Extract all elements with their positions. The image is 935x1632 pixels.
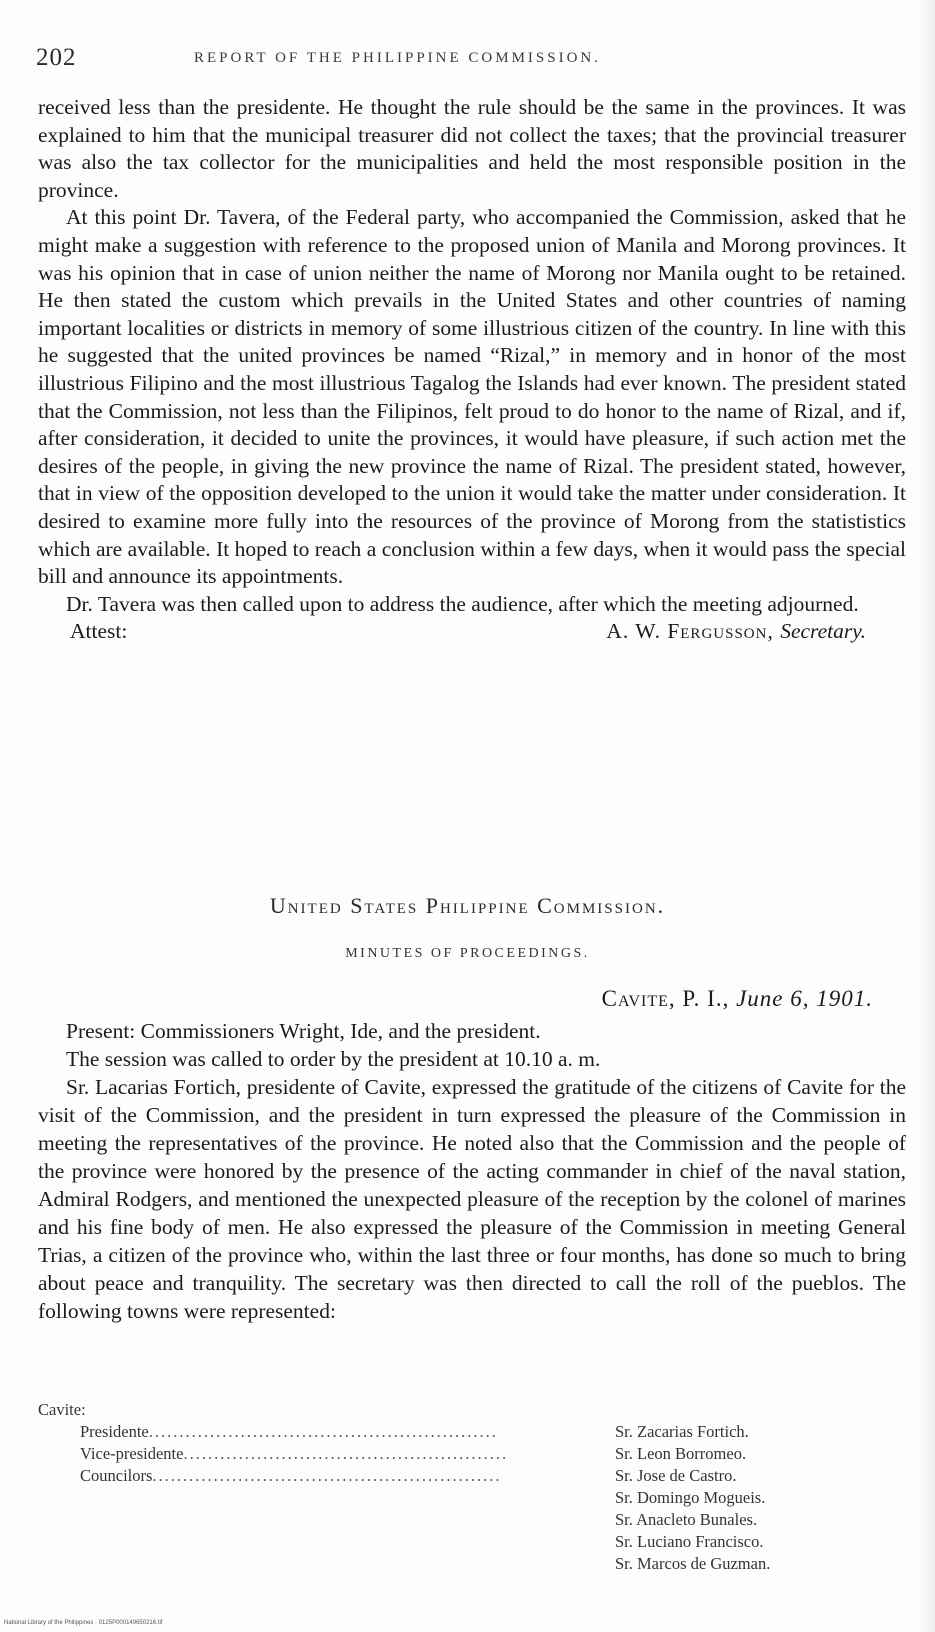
place-date-line: [602, 986, 873, 1012]
date: June 6, 1901.: [736, 986, 873, 1011]
roll-office: Vice-presidente.....................................................: [80, 1444, 509, 1463]
roll-office: Councilors.........................................................: [80, 1466, 502, 1485]
roll-row: [80, 1554, 870, 1576]
roll-town: Cavite:: [38, 1400, 86, 1419]
section-subtitle: MINUTES OF PROCEEDINGS.: [345, 946, 590, 961]
signer-title: Secretary.: [780, 619, 866, 644]
roll-member: Sr. Marcos de Guzman.: [615, 1554, 771, 1573]
paragraph: Dr. Tavera was then called upon to address the audience, after which the meeting adjourned.: [66, 591, 859, 616]
attest-signature: [606, 618, 866, 646]
paragraph: Present: Commissioners Wright, Ide, and the president.: [66, 1019, 541, 1043]
roll-member: Sr. Anacleto Bunales.: [615, 1510, 758, 1529]
roll-row: [80, 1466, 870, 1488]
roll-row: [80, 1444, 870, 1466]
roll-row: [80, 1532, 870, 1554]
page-number: 202: [36, 44, 77, 71]
roll-member: Sr. Luciano Francisco.: [615, 1532, 764, 1551]
place: Cavite, P. I.,: [601, 986, 737, 1011]
page-edge-shadow: [917, 0, 935, 1632]
signer-name: A. W. Fergusson,: [606, 619, 781, 644]
roll-row: [80, 1488, 870, 1510]
roll-member: Sr. Jose de Castro.: [615, 1466, 737, 1485]
attest-line: [38, 618, 906, 646]
paragraph: received less than the presidente. He thought the rule should be the same in the provinces. It was explained to him that the municipal treasurer did not collect the taxes; that the provincial treasurer was also the tax collector for the municipalities and held the most responsible position in the province.: [38, 95, 906, 202]
paragraph: At this point Dr. Tavera, of the Federal party, who accompanied the Commission, asked that he might make a suggestion with reference to the proposed union of Manila and Morong provinces. It was his opinion that in case of union neither the name of Morong nor Manila ought to be retained. He then stated the custom which prevails in the United States and other countries of naming important localities or districts in memory of some illustrious citizen of the country. In line with this he suggested that the united provinces be named “Rizal,” in memory and in honor of the most illustrious Filipino and the most illustrious Tagalog the Islands had ever known. The president stated that the Commission, not less than the Filipinos, felt proud to do honor to the name of Rizal, and if, after consideration, it decided to unite the provinces, it would have pleasure, if such action met the desires of the people, in giving the new province the name of Rizal. The president stated, however, that in view of the opposition developed to the union it would take the matter under consideration. It desired to examine more fully into the resources of the province of Morong from the statististics which are available. It hoped to reach a conclusion within a few days, when it would pass the special bill and announce its appointments.: [38, 205, 906, 589]
body-text-section-1: [38, 94, 906, 646]
paragraph: Sr. Lacarias Fortich, presidente of Cavite, expressed the gratitude of the citizens of Cavite for the visit of the Commission, and the president in turn expressed the pleasure of the Commission in meeting the representatives of the province. He noted also that the Commission and the people of the province were honored by the presence of the acting commander in chief of the naval station, Admiral Rodgers, and mentioned the unexpected pleasure of the reception by the colonel of marines and his fine body of men. He also expressed the pleasure of the Commission in meeting General Trias, a citizen of the province who, within the last three or four months, has done so much to bring about peace and tranquility. The secretary was then directed to call the roll of the pueblos. The following towns were represented:: [38, 1075, 906, 1323]
roll-row: [80, 1422, 870, 1444]
running-head: REPORT OF THE PHILIPPINE COMMISSION.: [194, 50, 602, 66]
attest-label: Attest:: [70, 619, 128, 644]
body-text-section-2: [38, 1017, 906, 1325]
roll-member: Sr. Leon Borromeo.: [615, 1444, 747, 1463]
roll-office: Presidente.........................................................: [80, 1422, 498, 1441]
paragraph: The session was called to order by the president at 10.10 a. m.: [66, 1047, 601, 1071]
scan-footer: National Library of the Philippines · 0125P000149650216.tif: [4, 1620, 163, 1626]
roll-member: Sr. Domingo Mogueis.: [615, 1488, 766, 1507]
roll-member: Sr. Zacarias Fortich.: [615, 1422, 749, 1441]
section-title: United States Philippine Commission.: [269, 893, 666, 918]
page-header: [36, 44, 896, 74]
roll-row: [80, 1510, 870, 1532]
